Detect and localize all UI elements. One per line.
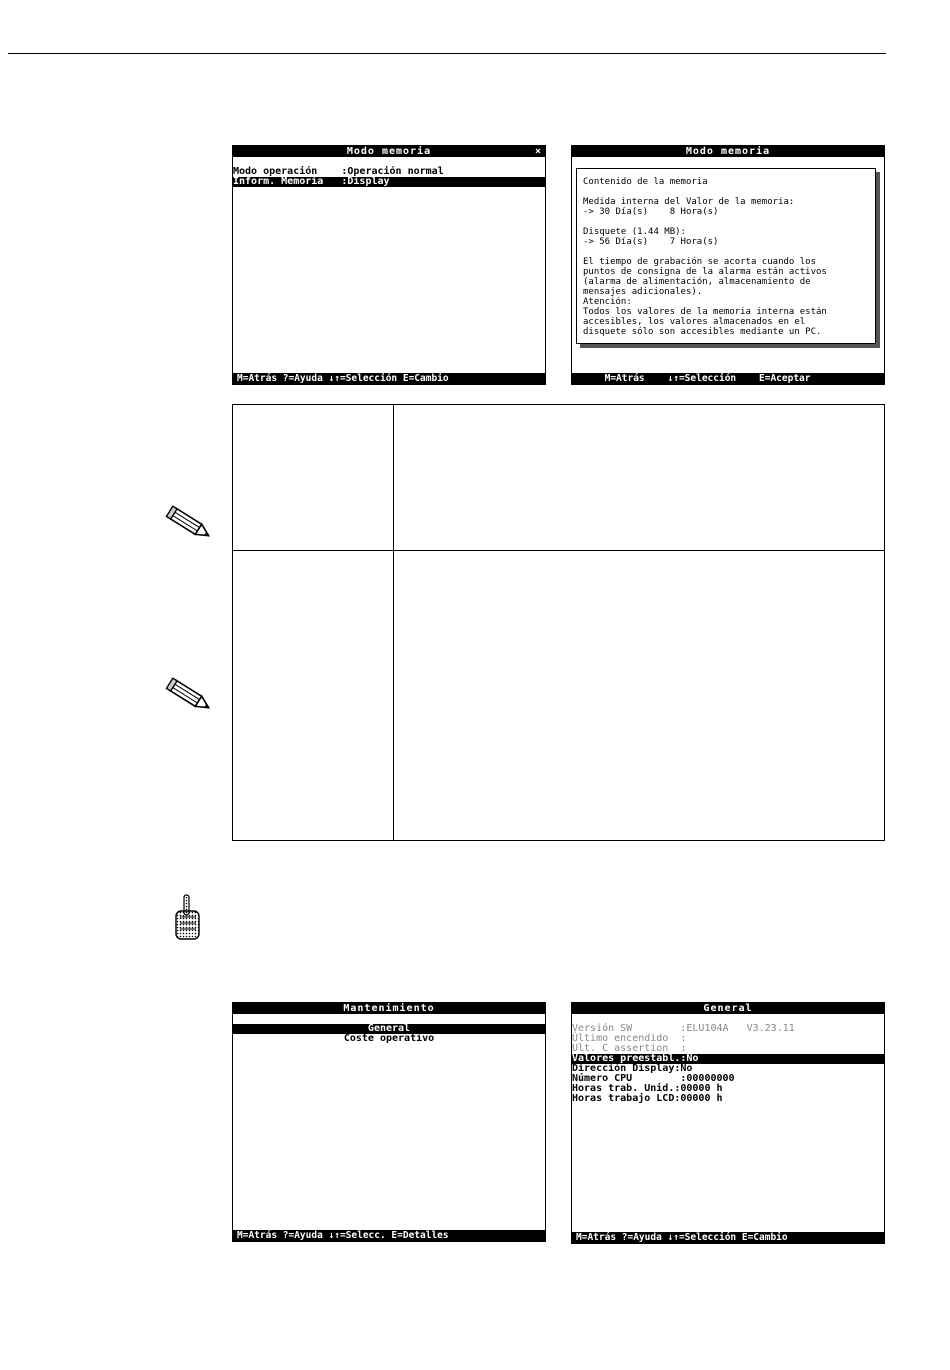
header-rule xyxy=(8,53,886,54)
screen-footer: M=Atrás ?=Ayuda ↓↑=Selecc. E=Detalles xyxy=(233,1230,545,1241)
popup-line: Todos los valores de la memoria interna están xyxy=(583,307,827,317)
popup-line xyxy=(583,217,869,227)
screen-footer: M=Atrás ?=Ayuda ↓↑=Selección E=Cambio xyxy=(572,1232,884,1243)
pointing-hand-icon xyxy=(170,893,204,945)
screen-title-bar xyxy=(233,146,545,157)
table-row-divider xyxy=(233,550,884,551)
popup-line: Contenido de la memoria xyxy=(583,177,708,187)
popup-line: puntos de consigna de la alarma están activos xyxy=(583,267,827,277)
popup-line: disquete sólo son accesibles mediante un PC. xyxy=(583,327,822,337)
row-numero-cpu[interactable]: Número CPU :00000000 xyxy=(572,1073,735,1084)
popup-line xyxy=(583,187,869,197)
pencil-note-icon xyxy=(164,504,216,544)
screen-title: Modo memoria xyxy=(346,146,432,157)
screen-title: General xyxy=(703,1003,753,1014)
screen-title-bar xyxy=(572,1003,884,1014)
memory-info-popup xyxy=(576,168,876,344)
screen-footer: M=Atrás ↓↑=Selección E=Aceptar xyxy=(572,373,884,384)
screen-footer: M=Atrás ?=Ayuda ↓↑=Selección E=Cambio xyxy=(233,373,545,384)
screen-general xyxy=(571,1002,885,1244)
note-table xyxy=(232,404,885,841)
screen-title: Mantenimiento xyxy=(343,1003,435,1014)
popup-line: Medida interna del Valor de la memoria: xyxy=(583,197,795,207)
pencil-note-icon xyxy=(164,676,216,716)
screen-title: Modo memoria xyxy=(685,146,771,157)
row-horas-trab-unid[interactable]: Horas trab. Unid.:00000 h xyxy=(572,1083,723,1094)
close-icon[interactable]: × xyxy=(534,146,542,157)
popup-line: mensajes adicionales). xyxy=(583,287,703,297)
popup-line: (alarma de alimentación, almacenamiento de xyxy=(583,277,811,287)
popup-line: -> 30 Día(s) 8 Hora(s) xyxy=(583,207,719,217)
screen-modo-memoria-menu xyxy=(232,145,546,385)
screen-modo-memoria-popup xyxy=(571,145,885,385)
menu-row-general[interactable]: General xyxy=(233,1024,545,1034)
popup-line: Disquete (1.44 MB): xyxy=(583,227,686,237)
popup-line: Atención: xyxy=(583,297,632,307)
popup-line: -> 56 Día(s) 7 Hora(s) xyxy=(583,237,719,247)
popup-line xyxy=(583,247,869,257)
screen-title-bar xyxy=(233,1003,545,1014)
row-ultimo-encendido: Último encendido : xyxy=(572,1033,687,1044)
menu-row-inform-memoria[interactable]: Inform. Memoria :Display xyxy=(233,177,545,187)
row-valores-preestabl[interactable]: Valores preestabl.:No xyxy=(572,1054,884,1064)
row-horas-trabajo-lcd[interactable]: Horas trabajo LCD:00000 h xyxy=(572,1093,723,1104)
screen-title-bar xyxy=(572,146,884,157)
row-ult-c-assertion: Ult. C assertion : xyxy=(572,1043,687,1054)
popup-line: El tiempo de grabación se acorta cuando los xyxy=(583,257,816,267)
table-column-divider xyxy=(393,405,394,840)
popup-line: accesibles, los valores almacenados en el xyxy=(583,317,806,327)
menu-row-modo-operacion[interactable]: Modo operación :Operación normal xyxy=(233,166,444,177)
row-direccion-display[interactable]: Dirección Display:No xyxy=(572,1063,693,1074)
menu-row-coste-operativo[interactable]: Coste operativo xyxy=(343,1033,435,1044)
row-version-sw: Versión SW :ELU104A V3.23.11 xyxy=(572,1023,795,1034)
screen-mantenimiento xyxy=(232,1002,546,1242)
